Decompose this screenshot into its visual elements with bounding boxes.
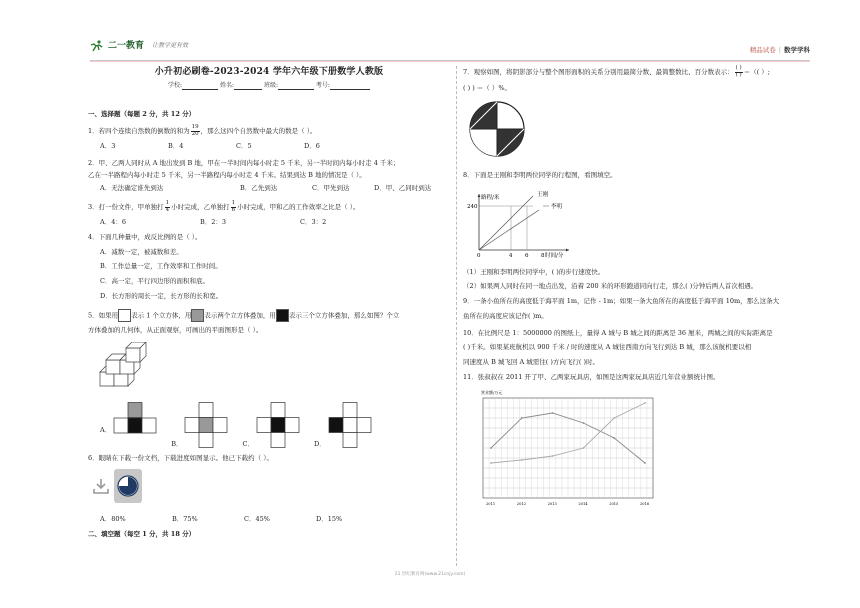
q6-figure (88, 467, 450, 507)
header-rule-accent (90, 61, 810, 62)
q5-text-1: 5．如果用 (88, 311, 119, 320)
q6-option-a[interactable]: A．80% (100, 515, 126, 524)
chart-point (552, 455, 554, 457)
q7-frac-den: ( ) (735, 71, 742, 78)
q4-option-a[interactable]: A．减数一定，被减数和差。 (100, 247, 183, 256)
graph-xlabel: 时间/分 (545, 252, 564, 258)
q4-option-d[interactable]: D．长方形的周长一定，长方形的长和宽。 (100, 291, 223, 300)
q8-sub2: （2）如果两人同时在同一地点出发，沿着 200 米的环形跑道同向行走，那么( )分钟后两人首次相遇。 (463, 282, 758, 291)
name-label: 姓名: (220, 82, 235, 90)
q5-text-4: 表示三个立方体叠加，那么如图？个立 (288, 311, 400, 320)
logo-slogan: 让教学更有效 (152, 42, 189, 50)
question-11: 11．张叔叔在 2011 开了甲、乙两家玩具店，如图是这两家玩具店近几年营业额统计图。 (463, 372, 720, 381)
chart-point (490, 447, 492, 449)
question-5 (88, 309, 450, 335)
q1-frac-den: 20 (191, 130, 199, 137)
chart-ticks (486, 502, 650, 506)
logo-text: 二一教育 (108, 41, 145, 51)
q10-line3: 同速度从 B 城飞回 A 城需往( )方向飞行( )时。 (463, 358, 600, 367)
page-footer: 21 世纪教育网(www.21cnjy.com) (394, 572, 466, 577)
q5-option-a[interactable] (100, 402, 157, 434)
school-blank[interactable] (182, 83, 218, 90)
q3-f2-den: 6 (231, 206, 236, 213)
header-right (750, 46, 810, 55)
class-blank[interactable] (278, 83, 314, 90)
download-progress-dial-icon (116, 474, 140, 498)
q7-line2: ( ) ) ＝（ ）%。 (463, 84, 512, 92)
q1-options (88, 142, 450, 151)
header-subject: 数学学科 (784, 46, 810, 54)
chart-x-tick-label: 2016 (640, 501, 650, 506)
chart-point (552, 412, 554, 414)
q2-option-c[interactable]: C．甲先到达 (312, 184, 350, 193)
graph-x8: 8 (541, 252, 545, 258)
chart-point (613, 417, 615, 419)
graph-x6: 6 (525, 252, 529, 258)
column-divider (456, 66, 457, 566)
q1-option-a[interactable]: A．3 (100, 142, 116, 150)
chart-point (644, 462, 646, 464)
logo (90, 40, 188, 52)
chart-point (583, 447, 585, 449)
header-separator: | (778, 46, 781, 54)
chart-x-tick-label: 2015 (609, 501, 619, 506)
q9-line2: 鱼所在的高度应该记作( )m。 (463, 311, 548, 320)
q6-options (88, 515, 450, 524)
q2-option-a[interactable]: A．无法确定谁先到达 (100, 184, 164, 193)
chart-point (644, 402, 646, 404)
q1-option-d[interactable]: D．6 (304, 142, 320, 150)
header-tag: 精品试卷 (749, 46, 776, 54)
student-info (88, 82, 450, 90)
school-label: 学校: (168, 82, 183, 90)
chart-point (613, 437, 615, 439)
q3-option-a[interactable]: A．4：6 (100, 218, 126, 227)
single-cube-icon (118, 309, 131, 322)
q3-stem-post: 小时完成，甲和乙的工作效率之比是（ ）。 (237, 203, 360, 212)
q3-f2-num: 1 (231, 200, 236, 207)
q5-figures (88, 336, 450, 454)
stacked-cubes-figure (98, 342, 168, 398)
question-10 (463, 329, 825, 367)
q2-options (88, 184, 450, 193)
section-heading-fill: 二、填空题（每空 1 分，共 18 分） (88, 529, 196, 538)
q7-frac-num: ( ) (735, 65, 742, 71)
q1-fraction (191, 125, 200, 137)
question-1 (88, 125, 450, 137)
q5-option-a-label: A． (100, 425, 112, 434)
q9-line1: 9．一条小鱼所在的高度低于海平面 1m，记作 - 1m；如果一条大鱼所在的高度低于海平面 10m，那么这条大 (463, 297, 780, 306)
graph-label-liming: 李明 (551, 203, 563, 210)
left-column (88, 66, 450, 539)
download-icon (92, 477, 110, 495)
q5-option-b-label: B． (171, 439, 183, 448)
exam-no-label: 考号: (315, 82, 330, 90)
q4-option-b[interactable]: B．工作总量一定，工作效率和工作时间。 (100, 262, 222, 271)
q5-option-d-figure (328, 402, 372, 448)
chart-grid (483, 398, 653, 498)
shaded-circle-figure (467, 99, 527, 159)
q6-option-d[interactable]: D．15% (316, 515, 343, 524)
travel-graph (465, 188, 575, 258)
graph-label-wanggang: 王刚 (537, 191, 549, 198)
right-column (463, 66, 825, 516)
q1-stem-pre: 1．若四个连续自然数的倒数的和为 (88, 127, 190, 135)
page-header (90, 38, 810, 60)
question-7 (463, 66, 825, 93)
q4-option-c[interactable]: C．高一定，平行四边形的面积和底。 (100, 277, 209, 286)
q2-option-b[interactable]: B．乙先到达 (240, 184, 278, 193)
chart-point (490, 462, 492, 464)
chart-x-tick-label: 2014 (578, 501, 588, 506)
chart-x-tick-label: 2011 (486, 501, 496, 506)
sales-line-chart (465, 386, 665, 516)
question-9 (463, 297, 825, 321)
q6-option-b[interactable]: B．75% (172, 515, 198, 524)
q5-option-c-figure (256, 402, 300, 448)
q3-option-b[interactable]: B．2：3 (200, 218, 227, 227)
q4-options (88, 248, 450, 301)
runner-logo-icon (90, 40, 104, 52)
triple-cube-icon (276, 309, 289, 322)
q10-line1: 10．在比例尺是 1：5000000 的图纸上，量得 A 城与 B 城之间的距离是 36 厘米，两城之间的实际距离是 (463, 328, 773, 337)
graph-y240: 240 (467, 203, 478, 210)
graph-ylabel: 路程/米 (481, 194, 500, 201)
q5-text-3: 表示两个立方体叠加，用 (204, 311, 276, 320)
question-3 (88, 201, 450, 213)
q1-option-c[interactable]: C．5 (236, 142, 252, 150)
q10-line2: ( )千米。如果某班航机以 900 千米 / 时的速度从 A 城往西南方向飞行到达 B 城，那么该航机要以相 (463, 343, 752, 352)
class-label: 班级: (263, 82, 278, 90)
q5-option-a-figure (113, 402, 157, 434)
q5-option-b-figure (184, 402, 228, 448)
q5-option-d-label: D． (313, 439, 326, 448)
q5-text-2: 表示 1 个立方体，用 (131, 311, 192, 320)
question-6: 6．眼睛在下载一份文档，下载进度如图显示。他已下载约（ ）。 (88, 454, 273, 463)
q3-stem-mid: 小时完成，乙单独打 (171, 203, 230, 212)
q5-option-figures (100, 402, 386, 448)
q3-options (88, 218, 450, 227)
q7-fraction-blank[interactable] (735, 66, 743, 78)
question-8: 8．下面是王刚和李明两位同学的行程图，看图填空。 (463, 170, 617, 179)
q2-line1: 2．甲、乙两人同时从 A 地出发到 B 地，甲在一半时间内每小时走 5 千米，另一半时间内每小时走 4 千米； (88, 158, 400, 167)
chart-point (521, 417, 523, 419)
question-2 (88, 159, 450, 180)
q3-fraction-2 (231, 201, 237, 213)
q1-option-b[interactable]: B．4 (168, 142, 184, 150)
chart-x-tick-label: 2013 (547, 501, 557, 506)
q8-sub1: （1）王刚和李明两位同学中，( )的步行速度快。 (463, 267, 605, 276)
graph-x4: 4 (509, 252, 513, 258)
q1-stem-post: ，那么这四个自然数中最大的数是（ ）。 (200, 127, 317, 135)
q2-line2: 乙在一半路程内每小时走 5 千米，另一半路程内每小时走 4 千米。结果到达 B 地的情况是（ ）。 (88, 170, 366, 179)
exam-no-blank[interactable] (330, 83, 370, 90)
q6-option-c[interactable]: C．45% (244, 515, 270, 524)
q5-line2: 方体叠加的几何体，从正面观察，可画出的平面图形是（ ）。 (88, 325, 263, 334)
q2-option-d[interactable]: D．甲、乙同时到达 (374, 184, 432, 193)
q5-option-d[interactable] (314, 402, 372, 448)
q7-tail: ＝（( ）; (743, 68, 770, 76)
name-blank[interactable] (234, 83, 262, 90)
q3-stem-pre: 3．打一份文件，甲单独打 (88, 203, 164, 212)
q5-option-c[interactable] (242, 402, 299, 448)
q5-option-b[interactable] (171, 402, 228, 448)
q3-fraction-1 (165, 201, 171, 213)
question-4: 4．下面几种量中，成反比例的是（ ）。 (88, 232, 202, 241)
section-heading-choice: 一、选择题（每题 2 分，共 12 分） (88, 110, 196, 119)
graph-x0: 0 (477, 252, 481, 258)
chart-x-tick-label: 2012 (516, 501, 526, 506)
chart-point (521, 459, 523, 461)
q3-option-c[interactable]: C．3：2 (300, 218, 327, 227)
chart-point (583, 422, 585, 424)
q3-f1-den: 4 (165, 206, 170, 213)
q1-frac-num: 19 (191, 124, 199, 130)
q3-f1-num: 1 (165, 200, 170, 207)
double-cube-icon (191, 309, 204, 322)
chart-ylabel: 营业额/万元 (481, 389, 503, 395)
q5-option-c-label: C． (242, 439, 254, 448)
q7-line1: 7．观察如图，将阴影部分与整个图形面积的关系分别用最简分数、最简整数比、百分数表示： (463, 68, 734, 76)
page-title: 小升初必刷卷-2023-2024 学年六年级下册数学人教版 (154, 67, 384, 77)
